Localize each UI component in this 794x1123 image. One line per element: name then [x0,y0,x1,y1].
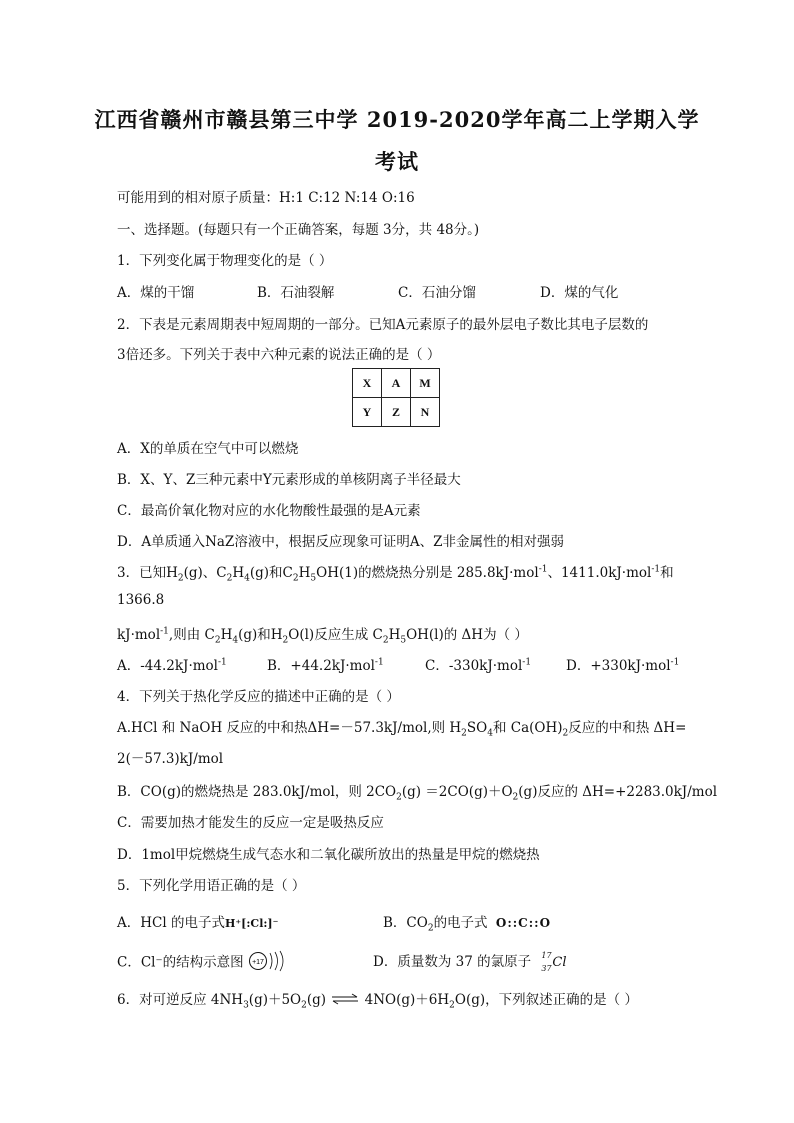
question-6-stem: 6．对可逆反应 $4NH_3(g)+5O_2(g)$ $4NO(g)+6H_2O(g)$，下列叙述正确的是（ ） [117,992,638,1011]
table-cell-n: N [411,398,440,427]
q3-option-c: C．-330kJ·mol$^{-1}$ [425,657,532,674]
chlorine-isotope-symbol: 17 37 Cl [541,950,567,973]
table-cell-m: M [411,369,440,398]
q5-option-a: A．HCl 的电子式H⁺[:Cl:]⁻ [117,915,279,931]
table-cell-a: A [382,369,411,398]
q5-option-b: B．$CO_2$的电子式 O::C::O [383,915,552,934]
q2-option-c: C．最高价氧化物对应的水化物酸性最强的是A元素 [117,503,421,519]
q1-option-c: C．石油分馏 [398,285,476,301]
table-cell-x: X [353,369,382,398]
q4-option-a-line1: A.HCl 和 NaOH 反应的中和热ΔH=－57.3kJ/mol,则 $H_2SO_4$和 $Ca(OH)_2$反应的中和热 ΔH= [117,720,687,739]
q2-option-d: D．A单质通入NaZ溶液中，根据反应现象可证明A、Z非金属性的相对强弱 [117,534,564,550]
q2-option-b: B．X、Y、Z三种元素中Y元素形成的单核阴离子半径最大 [117,472,461,488]
table-cell-y: Y [353,398,382,427]
q5-option-d: D．质量数为 37 的氯原子 17 37 Cl [373,950,573,972]
q4-option-c: C．需要加热才能发生的反应一定是吸热反应 [117,815,384,831]
question-5-stem: 5．下列化学用语正确的是（ ） [117,878,306,894]
table-cell-z: Z [382,398,411,427]
q4-option-a-line2: 2(－57.3)kJ/mol [117,751,224,767]
co2-electron-formula: O::C::O [495,916,552,930]
question-2-stem-line2: 3倍还多。下列关于表中六种元素的说法正确的是（ ） [117,347,441,363]
exam-title-line1: 江西省赣州市赣县第三中学 2019-2020学年高二上学期入学 [94,107,700,132]
hcl-electron-formula: H⁺[:Cl:]⁻ [224,917,279,930]
question-3-stem-line2: 1366.8 [117,592,165,608]
q3-option-b: B．+44.2kJ·mol$^{-1}$ [267,657,384,674]
question-3-stem-line1: 3．已知$H_2(g)$、$C_2H_4(g)$和$C_2H_5OH(1)$的燃烧热分别是 285.8kJ·mol$^{-1}$、1411.0kJ·mol$^{-1}$和 [117,564,674,584]
atomic-mass-intro: 可能用到的相对原子质量：H:1 C:12 N:14 O:16 [117,190,415,206]
q4-option-b: B．CO(g)的燃烧热是 283.0kJ/mol，则 $2CO_2(g) =2CO(g)+O_2(g)$反应的 ΔH=+2283.0kJ/mol [117,784,718,803]
q2-option-a: A．X的单质在空气中可以燃烧 [117,441,299,457]
q4-option-d: D．1mol甲烷燃烧生成气态水和二氧化碳所放出的热量是甲烷的燃烧热 [117,847,540,863]
exam-title-line2: 考试 [375,149,419,174]
svg-text:+17: +17 [251,959,264,966]
q1-option-b: B．石油裂解 [257,285,335,301]
question-1-stem: 1．下列变化属于物理变化的是（ ） [117,253,333,269]
q5-option-c: C．Cl⁻的结构示意图 +17 [117,950,288,976]
question-2-stem-line1: 2．下表是元素周期表中短周期的一部分。已知A元素原子的最外层电子数比其电子层数的 [117,317,649,333]
q1-option-d: D．煤的气化 [540,285,619,301]
q1-option-a: A．煤的干馏 [117,285,195,301]
q3-option-d: D．+330kJ·mol$^{-1}$ [566,657,680,674]
q3-option-a: A．-44.2kJ·mol$^{-1}$ [117,657,227,674]
reversible-arrow-icon [330,993,360,1009]
cl-ion-structure-diagram-icon [248,950,288,976]
question-3-stem-line3: kJ·mol$^{-1}$,则由 $C_2H_4(g)$和$H_2O(l)$反应生成 $C_2H_5OH(l)$的 ΔH为（ ） [117,626,528,646]
section-heading: 一、选择题。(每题只有一个正确答案，每题 3分，共 48分。) [117,222,480,238]
periodic-table-fragment [352,368,440,427]
question-4-stem: 4．下列关于热化学反应的描述中正确的是（ ） [117,689,400,705]
